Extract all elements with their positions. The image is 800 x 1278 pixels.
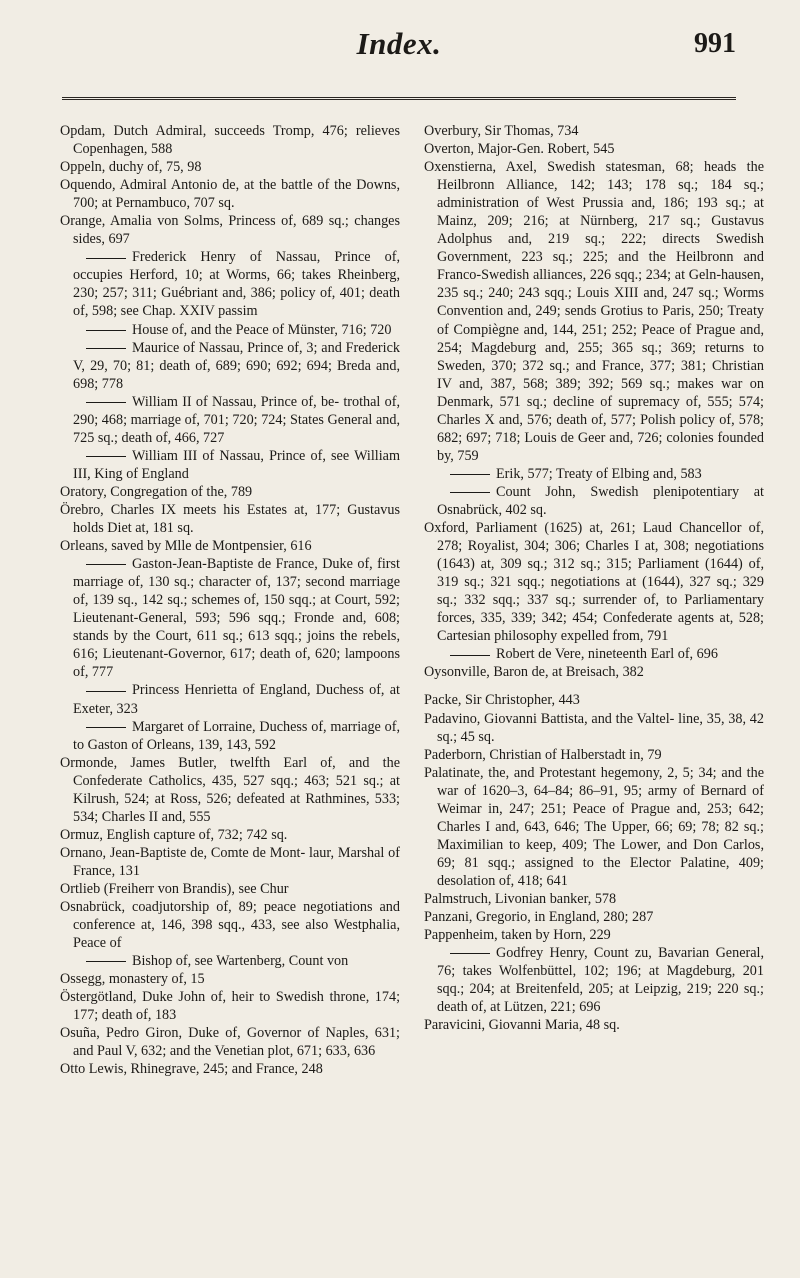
page-header — [62, 26, 736, 86]
entry-text: line, 35, 38, 42 sq.; 45 sq. — [437, 710, 764, 745]
page-number: 991 — [694, 28, 736, 59]
entry-text: and Frederick V, 29, 70; 81; death of, 689; 690; 692; 694; Breda and, 698; 778 — [73, 339, 400, 392]
index-columns — [60, 122, 764, 1078]
ditto-dash — [86, 402, 126, 403]
ditto-dash — [86, 727, 126, 728]
entry-head: Ormonde, James Butler, twelfth Earl of, — [60, 754, 336, 771]
index-entry — [424, 926, 764, 944]
ditto-dash — [86, 258, 126, 259]
entry-head: Oysonville, Baron de, at Breisach, 382 — [424, 664, 644, 681]
entry-text: negotiations and conference at, 146, 398 sqq., 433, see also Westphalia, Peace of — [73, 899, 400, 952]
entry-text: Duke of, first marriage of, 130 sq.; character of, 137; second marriage of, 139 sq., 142 sq.; schemes of, 150 sqq.; at Court, 592; Lieutenant-General, 593; 596 sqq.; Fronde and, 608; stands by the Court, 611 sq.; 613 sqq.; joins the rebels, 616; Lieutenant-Governor, 617; death of, 620; lampoons of, 777 — [73, 556, 400, 681]
index-subentry — [60, 718, 400, 754]
entry-head: Bishop of, see Wartenberg, Count von — [132, 953, 349, 970]
entry-head: Gaston-Jean-Baptiste de France, — [132, 556, 318, 573]
index-subentry — [424, 483, 764, 519]
entry-head: William III of Nassau, Prince of, see — [132, 447, 350, 464]
index-entry — [60, 1060, 400, 1078]
index-entry — [424, 122, 764, 140]
index-subentry — [60, 952, 400, 970]
index-entry — [424, 710, 764, 746]
ditto-dash — [450, 492, 490, 493]
index-entry — [424, 140, 764, 158]
entry-head: Osnabrück, coadjutorship of, 89; peace — [60, 899, 297, 916]
entry-head: Oxenstierna, Axel, Swedish statesman, 68; — [424, 159, 694, 176]
entry-head: Östergötland, Duke John of, heir to Swedish — [60, 989, 324, 1006]
index-entry — [424, 908, 764, 926]
entry-head: Ornano, Jean-Baptiste de, Comte de Mont- — [60, 844, 306, 861]
index-entry — [60, 826, 400, 844]
index-entry — [424, 746, 764, 764]
ditto-dash — [450, 474, 490, 475]
entry-head: Princess Henrietta of England, — [132, 682, 311, 699]
entry-text: of, occupies Herford, 10; at Worms, 66; takes Rheinberg, 230; 257; 311; Guébriant and, 386; policy of, 401; death of, 598; see Chap. XXIV passim — [73, 249, 400, 320]
entry-head: Padavino, Giovanni Battista, and the Valtel- — [424, 710, 675, 727]
ditto-dash — [450, 655, 490, 656]
entry-text: 476; relieves Copenhagen, 588 — [73, 123, 401, 158]
index-subentry — [60, 681, 400, 717]
index-subentry — [60, 447, 400, 483]
ditto-dash — [450, 953, 490, 954]
entry-head: Ortlieb (Freiherr von Brandis), see Chur — [60, 880, 289, 897]
index-entry — [60, 880, 400, 898]
entry-head: Maurice of Nassau, Prince of, 3; — [132, 339, 318, 356]
index-subentry — [424, 944, 764, 1016]
index-entry — [60, 176, 400, 212]
entry-head: Panzani, Gregorio, in England, 280; 287 — [424, 909, 654, 926]
entry-head: Overbury, Sir Thomas, 734 — [424, 123, 579, 139]
entry-text: Naples, 631; and Paul V, 632; and the Venetian plot, 671; 633, 636 — [73, 1025, 400, 1060]
entry-head: Orange, Amalia von Solms, Princess of, — [60, 213, 297, 230]
ditto-dash — [86, 564, 126, 565]
right-column — [424, 122, 764, 1078]
entry-head: William II of Nassau, Prince of, be- — [132, 393, 340, 410]
entry-head: Ossegg, monastery of, 15 — [60, 971, 205, 988]
entry-text: Duchess of, at Exeter, 323 — [73, 682, 400, 717]
index-entry — [424, 158, 764, 465]
index-entry — [60, 483, 400, 501]
entry-head: Palmstruch, Livonian banker, 578 — [424, 890, 617, 907]
header-rule — [62, 97, 736, 100]
entry-text: at Osnabrück, 402 sq. — [437, 483, 764, 518]
index-entry — [60, 537, 400, 555]
entry-text: marriage of, to Gaston of Orleans, 139, 143, 592 — [73, 718, 401, 753]
entry-text: 2, 5; 34; and the war of 1620–3, 64–84; 86–91, 95; army of Bernard of Weimar in, 247; 251; Peace of Prague and, 253; 642; Charles I and, 643, 646; The Upper, 66; 69; 78; 82 sq.; Maximilian to keep, 409; The Lower, and Don Carlos, 69; 81 sqq.; assigned to the Elector Palatine, 409; desolation of, 418; 641 — [437, 764, 765, 889]
ditto-dash — [86, 961, 126, 962]
entry-text: General, 76; takes Wolfenbüttel, 102; 196; at Magdeburg, 201 sqq.; 204; at Breitenfeld, 205; at Leipzig, 219; 220 sq.; death of, at Lützen, 221; 696 — [437, 945, 765, 1016]
ditto-dash — [86, 691, 126, 692]
entry-head: Oratory, Congregation of the, 789 — [60, 483, 253, 500]
index-subentry — [424, 645, 764, 663]
index-subentry — [60, 339, 400, 393]
entry-text: 716; 720 — [341, 321, 392, 338]
entry-head: Erik, 577; Treaty of Elbing and, — [496, 465, 677, 482]
index-entry — [60, 1024, 400, 1060]
index-entry — [60, 970, 400, 988]
entry-head: Paderborn, Christian of Halberstadt in, 79 — [424, 746, 662, 763]
entry-head: Packe, Sir Christopher, 443 — [424, 692, 580, 709]
index-entry — [424, 890, 764, 908]
entry-head: Godfrey Henry, Count zu, Bavarian — [496, 945, 710, 962]
entry-head: Orleans, saved by Mlle de Montpensier, 616 — [60, 538, 312, 555]
entry-head: Oquendo, Admiral Antonio de, at the battle — [60, 177, 313, 194]
entry-text: William III, King of England — [73, 447, 400, 482]
index-entry — [424, 519, 764, 645]
entry-head: Ormuz, English capture of, 732; 742 sq. — [60, 826, 288, 843]
entry-head: Robert de Vere, nineteenth Earl of, — [496, 646, 694, 663]
entry-text: 689 sq.; changes sides, 697 — [73, 213, 400, 248]
entry-head: Margaret of Lorraine, Duchess of, — [132, 718, 327, 735]
index-entry — [60, 501, 400, 537]
entry-text: and the Confederate Catholics, 435, 527 sqq.; 463; 521 sq.; at Kilrush, 524; at Ross, 526; defeated at Rathmines, 533; 534; Charles II and, 555 — [73, 754, 400, 825]
entry-head: Palatinate, the, and Protestant hegemony, — [424, 764, 663, 781]
index-entry — [424, 1016, 764, 1034]
entry-head: Osuña, Pedro Giron, Duke of, Governor of — [60, 1025, 320, 1042]
index-subentry — [424, 465, 764, 483]
entry-text: Chancellor of, 278; Royalist, 304; 306; Charles I at, 308; negotiations (1643) at, 309 sq.; 312 sq.; 315; Parliament (1644) of, 319 sq.; 321 sqq.; negotiations at (1644), 327 sq.; 329 sq.; 332 sqq.; 337 sq.; surrender of, to Parliamentary forces, 335, 339; 342; 454; Confederate agents at, 528; Cartesian philosophy expelled from, 791 — [437, 520, 764, 645]
entry-head: Count John, Swedish plenipotentiary — [496, 483, 740, 500]
entry-head: Oxford, Parliament (1625) at, 261; Laud — [424, 520, 672, 537]
entry-head: Paravicini, Giovanni Maria, 48 sq. — [424, 1017, 620, 1034]
running-title: Index. — [356, 26, 442, 61]
entry-text: of the Downs, 700; at Pernambuco, 707 sq. — [73, 177, 400, 212]
entry-head: Pappenheim, taken by Horn, 229 — [424, 927, 611, 944]
entry-head: House of, and the Peace of Münster, — [132, 321, 338, 338]
entry-head: Frederick Henry of Nassau, Prince — [132, 249, 371, 266]
entry-head: Oppeln, duchy of, 75, 98 — [60, 159, 202, 176]
entry-text: 583 — [680, 465, 702, 482]
entry-text: heads the Heilbronn Alliance, 142; 143; 178 sq.; 184 sq.; administration of West Prussia and, 186; 193 sq.; at Mainz, 209; 216; at Nürnberg, 217 sq.; Gustavus Adolphus and, 219 sq.; 222; directs Swedish Government, 223 sq.; 225; and the Heilbronn and Franco-Swedish alliances, 226 sqq.; 234; at Geln-hausen, 235 sq.; 240; 243 sqq.; Louis XIII and, 247 sq.; Worms Convention and, 249; sends Grotius to Paris, 250; Treaty of Compiègne and, 144, 251; 252; Peace of Prague and, 254; Magdeburg and, 255; 365 sq.; 369; returns to Sweden, 370; 372 sq.; and France, 377; 381; Christian IV and, 387, 568; 389; 392; 569 sq.; makes war on Denmark, 571 sq.; decline of supremacy of, 555; 574; Charles X and, 576; death of, 577; Polish policy of, 578; 682; 697; 718; Louis de Geer and, 726; colonies founded by, 759 — [437, 159, 765, 464]
index-subentry — [60, 555, 400, 681]
left-column — [60, 122, 400, 1078]
index-entry — [60, 844, 400, 880]
index-entry — [60, 754, 400, 826]
index-entry — [424, 663, 764, 681]
index-entry — [60, 898, 400, 952]
index-entry — [424, 691, 764, 709]
ditto-dash — [86, 456, 126, 457]
index-entry — [60, 212, 400, 248]
entry-text: 696 — [696, 646, 718, 663]
entry-text: trothal of, 290; 468; marriage of, 701; 720; 724; States General and, 725 sq.; death of, 466, 727 — [73, 393, 401, 446]
entry-head: Opdam, Dutch Admiral, succeeds Tromp, — [60, 123, 315, 139]
index-entry — [60, 988, 400, 1024]
index-entry — [60, 122, 400, 158]
index-subentry — [60, 393, 400, 447]
entry-head: Örebro, Charles IX meets his Estates at, — [60, 501, 308, 518]
index-entry — [60, 158, 400, 176]
entry-head: Otto Lewis, Rhinegrave, 245; and France, — [60, 1061, 298, 1078]
ditto-dash — [86, 348, 126, 349]
ditto-dash — [86, 330, 126, 331]
index-subentry — [60, 321, 400, 339]
index-subentry — [60, 248, 400, 320]
entry-text: 177; Gustavus holds Diet at, 181 sq. — [73, 501, 401, 537]
entry-text: laur, Marshal of France, 131 — [73, 844, 400, 879]
entry-text: throne, 174; 177; death of, 183 — [73, 989, 401, 1024]
entry-head: Overton, Major-Gen. Robert, 545 — [424, 141, 615, 158]
entry-text: 248 — [301, 1061, 323, 1078]
index-entry — [424, 764, 764, 890]
